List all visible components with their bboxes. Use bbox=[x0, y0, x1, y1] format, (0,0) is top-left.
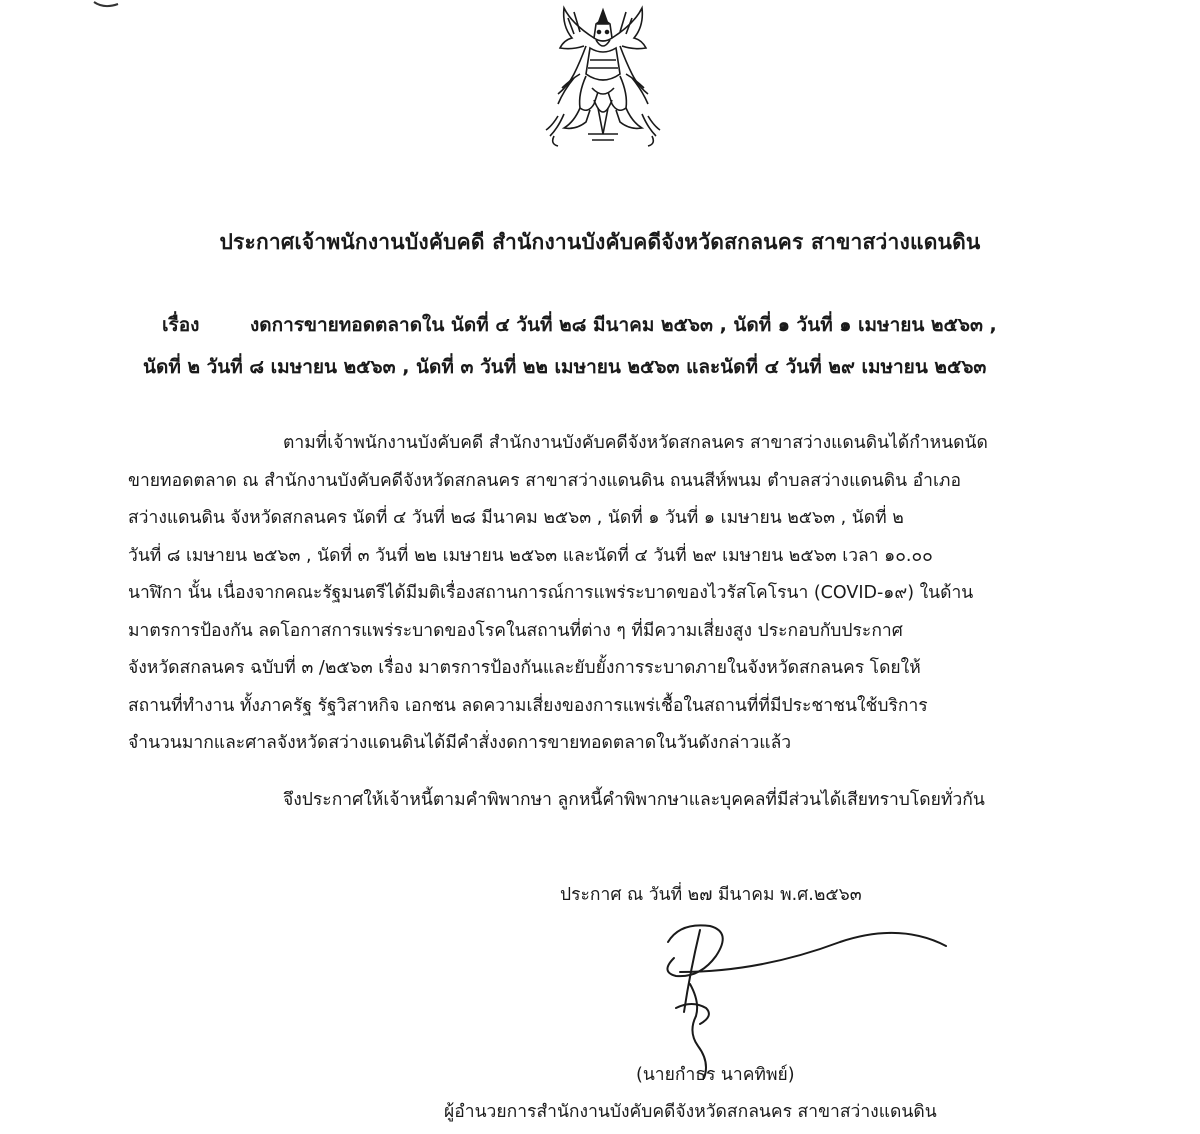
body-line: มาตรการป้องกัน ลดโอกาสการแพร่ระบาดของโรคในสถานที่ต่าง ๆ ที่มีความเสี่ยงสูง ประกอบกับประกาศ bbox=[128, 620, 903, 641]
signature-icon bbox=[640, 912, 970, 1082]
body-line: ตามที่เจ้าพนักงานบังคับคดี สำนักงานบังคับคดีจังหวัดสกลนคร สาขาสว่างแดนดินได้กำหนดนัด bbox=[283, 433, 988, 453]
signer-name: (นายกำธร นาคทิพย์) bbox=[636, 1065, 795, 1085]
body-line: ขายทอดตลาด ณ สำนักงานบังคับคดีจังหวัดสกลนคร สาขาสว่างแดนดิน ถนนสีห์พนม ตำบลสว่างแดนดิน อำเภอ bbox=[128, 470, 961, 491]
body-line: จังหวัดสกลนคร ฉบับที่ ๓ /๒๕๖๓ เรื่อง มาตรการป้องกันและยับยั้งการระบาดภายในจังหวัดสกลนคร โดยให้ bbox=[128, 658, 921, 678]
garuda-emblem-icon bbox=[528, 4, 678, 154]
body-line: นาฬิกา นั้น เนื่องจากคณะรัฐมนตรีได้มีมติเรื่องสถานการณ์การแพร่ระบาดของไวรัสโคโรนา (COVID-๑๙) ในด้าน bbox=[128, 583, 974, 603]
subject-label: เรื่อง bbox=[162, 314, 200, 336]
subject-line-2: นัดที่ ๒ วันที่ ๘ เมษายน ๒๕๖๓ , นัดที่ ๓ วันที่ ๒๒ เมษายน ๒๕๖๓ และนัดที่ ๔ วันที่ ๒๙ เมษายน ๒๕๖๓ bbox=[143, 356, 987, 378]
document-title: ประกาศเจ้าพนักงานบังคับคดี สำนักงานบังคับคดีจังหวัดสกลนคร สาขาสว่างแดนดิน bbox=[219, 230, 981, 254]
subject-text-1: งดการขายทอดตลาดใน นัดที่ ๔ วันที่ ๒๘ มีนาคม ๒๕๖๓ , นัดที่ ๑ วันที่ ๑ เมษายน ๒๕๖๓ , bbox=[250, 314, 997, 336]
announcement-date: ประกาศ ณ วันที่ ๒๗ มีนาคม พ.ศ.๒๕๖๓ bbox=[560, 885, 862, 905]
body-line: วันที่ ๘ เมษายน ๒๕๖๓ , นัดที่ ๓ วันที่ ๒๒ เมษายน ๒๕๖๓ และนัดที่ ๔ วันที่ ๒๙ เมษายน ๒๕๖๓ เวลา ๑๐.๐๐ bbox=[128, 545, 933, 566]
announcement-text: จึงประกาศให้เจ้าหนี้ตามคำพิพากษา ลูกหนี้คำพิพากษาและบุคคลที่มีส่วนได้เสียทราบโดยทั่วกัน bbox=[283, 790, 985, 810]
body-line: สว่างแดนดิน จังหวัดสกลนคร นัดที่ ๔ วันที่ ๒๘ มีนาคม ๒๕๖๓ , นัดที่ ๑ วันที่ ๑ เมษายน ๒๕๖๓ , นัดที่ ๒ bbox=[128, 508, 904, 528]
subject-line-1 bbox=[162, 310, 997, 340]
body-line: จำนวนมากและศาลจังหวัดสว่างแดนดินได้มีคำสั่งงดการขายทอดตลาดในวันดังกล่าวแล้ว bbox=[128, 733, 792, 753]
signer-position: ผู้อำนวยการสำนักงานบังคับคดีจังหวัดสกลนคร สาขาสว่างแดนดิน bbox=[444, 1102, 937, 1122]
body-paragraph bbox=[128, 425, 1068, 763]
body-line: สถานที่ทำงาน ทั้งภาครัฐ รัฐวิสาหกิจ เอกชน ลดความเสี่ยงของการแพร่เชื้อในสถานที่ที่มีประชาชนใช้บริการ bbox=[128, 695, 928, 716]
corner-mark bbox=[92, 0, 122, 10]
